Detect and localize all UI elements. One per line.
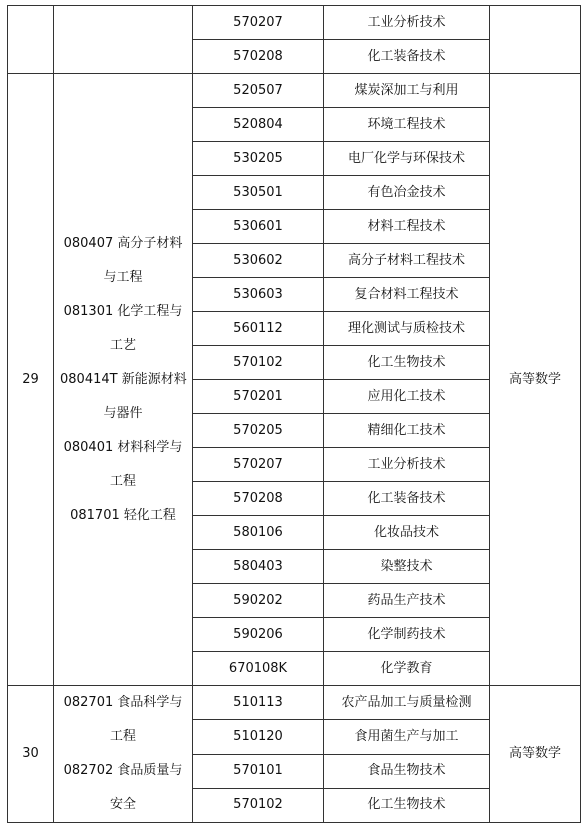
major-code-cell: 570207	[193, 448, 324, 482]
major-name-cell: 化学制药技术	[324, 618, 490, 652]
major-code-cell: 570101	[193, 754, 324, 788]
undergraduate-major-line: 082701 食品科学与	[63, 695, 183, 710]
major-code-cell: 570208	[193, 40, 324, 74]
major-name-cell: 化工生物技术	[324, 788, 490, 822]
major-code-cell: 530601	[193, 210, 324, 244]
major-name-cell: 农产品加工与质量检测	[324, 686, 490, 720]
major-name-cell: 食品生物技术	[324, 754, 490, 788]
major-name-cell: 应用化工技术	[324, 380, 490, 414]
exam-subject-cell: 高等数学	[490, 686, 581, 823]
major-code-cell: 590206	[193, 618, 324, 652]
undergraduate-major-line: 安全	[109, 797, 136, 812]
major-code-cell: 580403	[193, 550, 324, 584]
major-name-cell: 药品生产技术	[324, 584, 490, 618]
major-name-cell: 环境工程技术	[324, 108, 490, 142]
undergraduate-major-line: 080401 材料科学与	[63, 439, 183, 455]
major-code-cell: 510113	[193, 686, 324, 720]
major-code-cell: 530603	[193, 278, 324, 312]
major-code-cell: 570207	[193, 6, 324, 40]
major-name-cell: 理化测试与质检技术	[324, 312, 490, 346]
major-name-cell: 电厂化学与环保技术	[324, 142, 490, 176]
major-name-cell: 化工装备技术	[324, 482, 490, 516]
major-code-cell: 520507	[193, 74, 324, 108]
exam-subject-cell: 高等数学	[490, 74, 581, 686]
exam-subject-cell	[490, 6, 581, 74]
major-code-cell: 570102	[193, 346, 324, 380]
undergraduate-majors-cell	[54, 686, 193, 823]
major-name-cell: 高分子材料工程技术	[324, 244, 490, 278]
undergraduate-major-line: 080407 高分子材料	[63, 235, 183, 251]
group-index-cell	[8, 6, 54, 74]
major-code-cell: 520804	[193, 108, 324, 142]
major-name-cell: 食用菌生产与加工	[324, 720, 490, 754]
major-code-cell: 530602	[193, 244, 324, 278]
major-name-cell: 染整技术	[324, 550, 490, 584]
major-name-cell: 精细化工技术	[324, 414, 490, 448]
major-name-cell: 化工装备技术	[324, 40, 490, 74]
undergraduate-major-line: 工程	[109, 473, 136, 489]
undergraduate-major-line: 082702 食品质量与	[63, 763, 183, 778]
undergraduate-major-line: 工程	[109, 729, 136, 744]
table-row	[8, 686, 581, 720]
major-name-cell: 有色冶金技术	[324, 176, 490, 210]
major-code-cell: 570208	[193, 482, 324, 516]
undergraduate-major-line: 工艺	[109, 337, 136, 353]
major-name-cell: 复合材料工程技术	[324, 278, 490, 312]
undergraduate-major-line: 与工程	[103, 269, 143, 285]
table-row	[8, 6, 581, 40]
major-name-cell: 煤炭深加工与利用	[324, 74, 490, 108]
group-index-cell: 29	[8, 74, 54, 686]
undergraduate-major-line: 081701 轻化工程	[70, 507, 176, 523]
major-name-cell: 化妆品技术	[324, 516, 490, 550]
major-name-cell: 化工生物技术	[324, 346, 490, 380]
major-code-cell: 570205	[193, 414, 324, 448]
major-code-cell: 530501	[193, 176, 324, 210]
major-code-cell: 560112	[193, 312, 324, 346]
major-code-cell: 510120	[193, 720, 324, 754]
major-name-cell: 材料工程技术	[324, 210, 490, 244]
major-code-cell: 570102	[193, 788, 324, 822]
undergraduate-majors-cell	[54, 6, 193, 74]
major-mapping-table	[7, 5, 581, 823]
major-name-cell: 化学教育	[324, 652, 490, 686]
major-code-cell: 570201	[193, 380, 324, 414]
major-code-cell: 670108K	[193, 652, 324, 686]
major-code-cell: 580106	[193, 516, 324, 550]
major-name-cell: 工业分析技术	[324, 448, 490, 482]
major-name-cell: 工业分析技术	[324, 6, 490, 40]
undergraduate-major-line: 080414T 新能源材料	[60, 371, 187, 387]
undergraduate-major-line: 081301 化学工程与	[63, 303, 183, 319]
undergraduate-major-line: 与器件	[103, 405, 143, 421]
undergraduate-majors-cell	[54, 74, 193, 686]
major-code-cell: 530205	[193, 142, 324, 176]
major-code-cell: 590202	[193, 584, 324, 618]
group-index-cell: 30	[8, 686, 54, 823]
table-row	[8, 74, 581, 108]
